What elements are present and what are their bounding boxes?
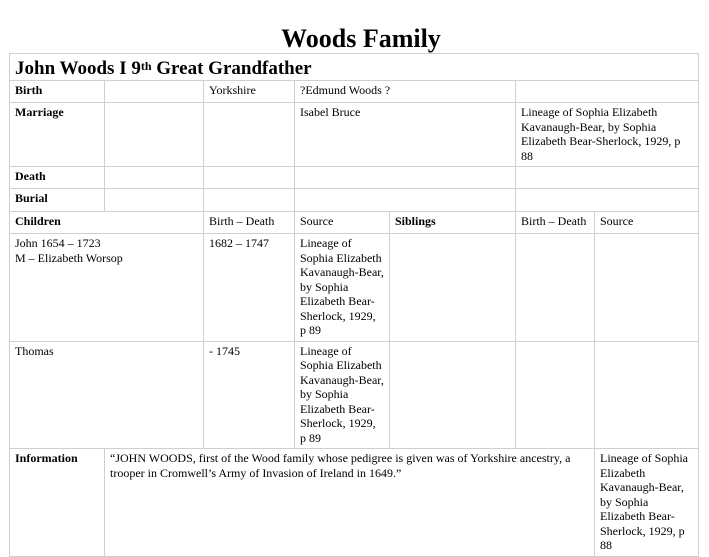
- death-row: [10, 167, 699, 189]
- marriage-empty-cell-2: [204, 103, 295, 167]
- person-heading: [10, 54, 699, 81]
- birth-empty-cell: [105, 81, 204, 103]
- burial-empty-cell-3: [295, 189, 516, 212]
- child-source: Lineage of Sophia Elizabeth Kavanaugh-Bear, by Sophia Elizabeth Bear-Sherlock, 1929, p 89: [295, 234, 390, 342]
- death-empty-cell: [105, 167, 204, 189]
- person-header-row: [10, 54, 699, 81]
- death-empty-cell-2: [204, 167, 295, 189]
- siblings-source-header: Source: [595, 212, 699, 234]
- burial-empty-cell-2: [204, 189, 295, 212]
- children-birth-death-header: Birth – Death: [204, 212, 295, 234]
- children-header-row: [10, 212, 699, 234]
- child-source: Lineage of Sophia Elizabeth Kavanaugh-Bear, by Sophia Elizabeth Bear-Sherlock, 1929, p 89: [295, 341, 390, 449]
- child-row: [10, 234, 699, 342]
- marriage-spouse: Isabel Bruce: [295, 103, 516, 167]
- child-name: John 1654 – 1723 M – Elizabeth Worsop: [10, 234, 204, 342]
- birth-note: ?Edmund Woods ?: [295, 81, 516, 103]
- death-empty-cell-4: [516, 167, 699, 189]
- burial-empty-cell-4: [516, 189, 699, 212]
- person-relation: Great Grandfather: [156, 58, 312, 79]
- person-name: John Woods I 9: [15, 58, 141, 79]
- children-header: Children: [10, 212, 204, 234]
- family-record-table: [9, 53, 699, 557]
- birth-source: [516, 81, 699, 103]
- information-row: [10, 449, 699, 557]
- burial-empty-cell: [105, 189, 204, 212]
- burial-label: Burial: [10, 189, 105, 212]
- sibling-source: [595, 341, 699, 449]
- children-source-header: Source: [295, 212, 390, 234]
- child-name: Thomas: [10, 341, 204, 449]
- sibling-source: [595, 234, 699, 342]
- birth-label: Birth: [10, 81, 105, 103]
- birth-row: [10, 81, 699, 103]
- marriage-source: Lineage of Sophia Elizabeth Kavanaugh-Bear, by Sophia Elizabeth Bear-Sherlock, 1929, p 88: [516, 103, 699, 167]
- burial-row: [10, 189, 699, 212]
- information-source: Lineage of Sophia Elizabeth Kavanaugh-Bear, by Sophia Elizabeth Bear-Sherlock, 1929, p 88: [595, 449, 699, 557]
- marriage-row: [10, 103, 699, 167]
- siblings-birth-death-header: Birth – Death: [516, 212, 595, 234]
- sibling-name: [390, 341, 516, 449]
- information-label: Information: [10, 449, 105, 557]
- birth-place: Yorkshire: [204, 81, 295, 103]
- child-dates: 1682 – 1747: [204, 234, 295, 342]
- sibling-dates: [516, 234, 595, 342]
- sibling-dates: [516, 341, 595, 449]
- child-row: [10, 341, 699, 449]
- marriage-label: Marriage: [10, 103, 105, 167]
- information-text: “JOHN WOODS, first of the Wood family whose pedigree is given was of Yorkshire ancestry, a trooper in Cromwell’s Army of Invasion of Ireland in 1649.”: [105, 449, 595, 557]
- death-label: Death: [10, 167, 105, 189]
- death-empty-cell-3: [295, 167, 516, 189]
- siblings-header: Siblings: [390, 212, 516, 234]
- marriage-empty-cell: [105, 103, 204, 167]
- document-title: Woods Family: [281, 24, 441, 53]
- ordinal-suffix: th: [140, 59, 152, 73]
- child-dates: - 1745: [204, 341, 295, 449]
- sibling-name: [390, 234, 516, 342]
